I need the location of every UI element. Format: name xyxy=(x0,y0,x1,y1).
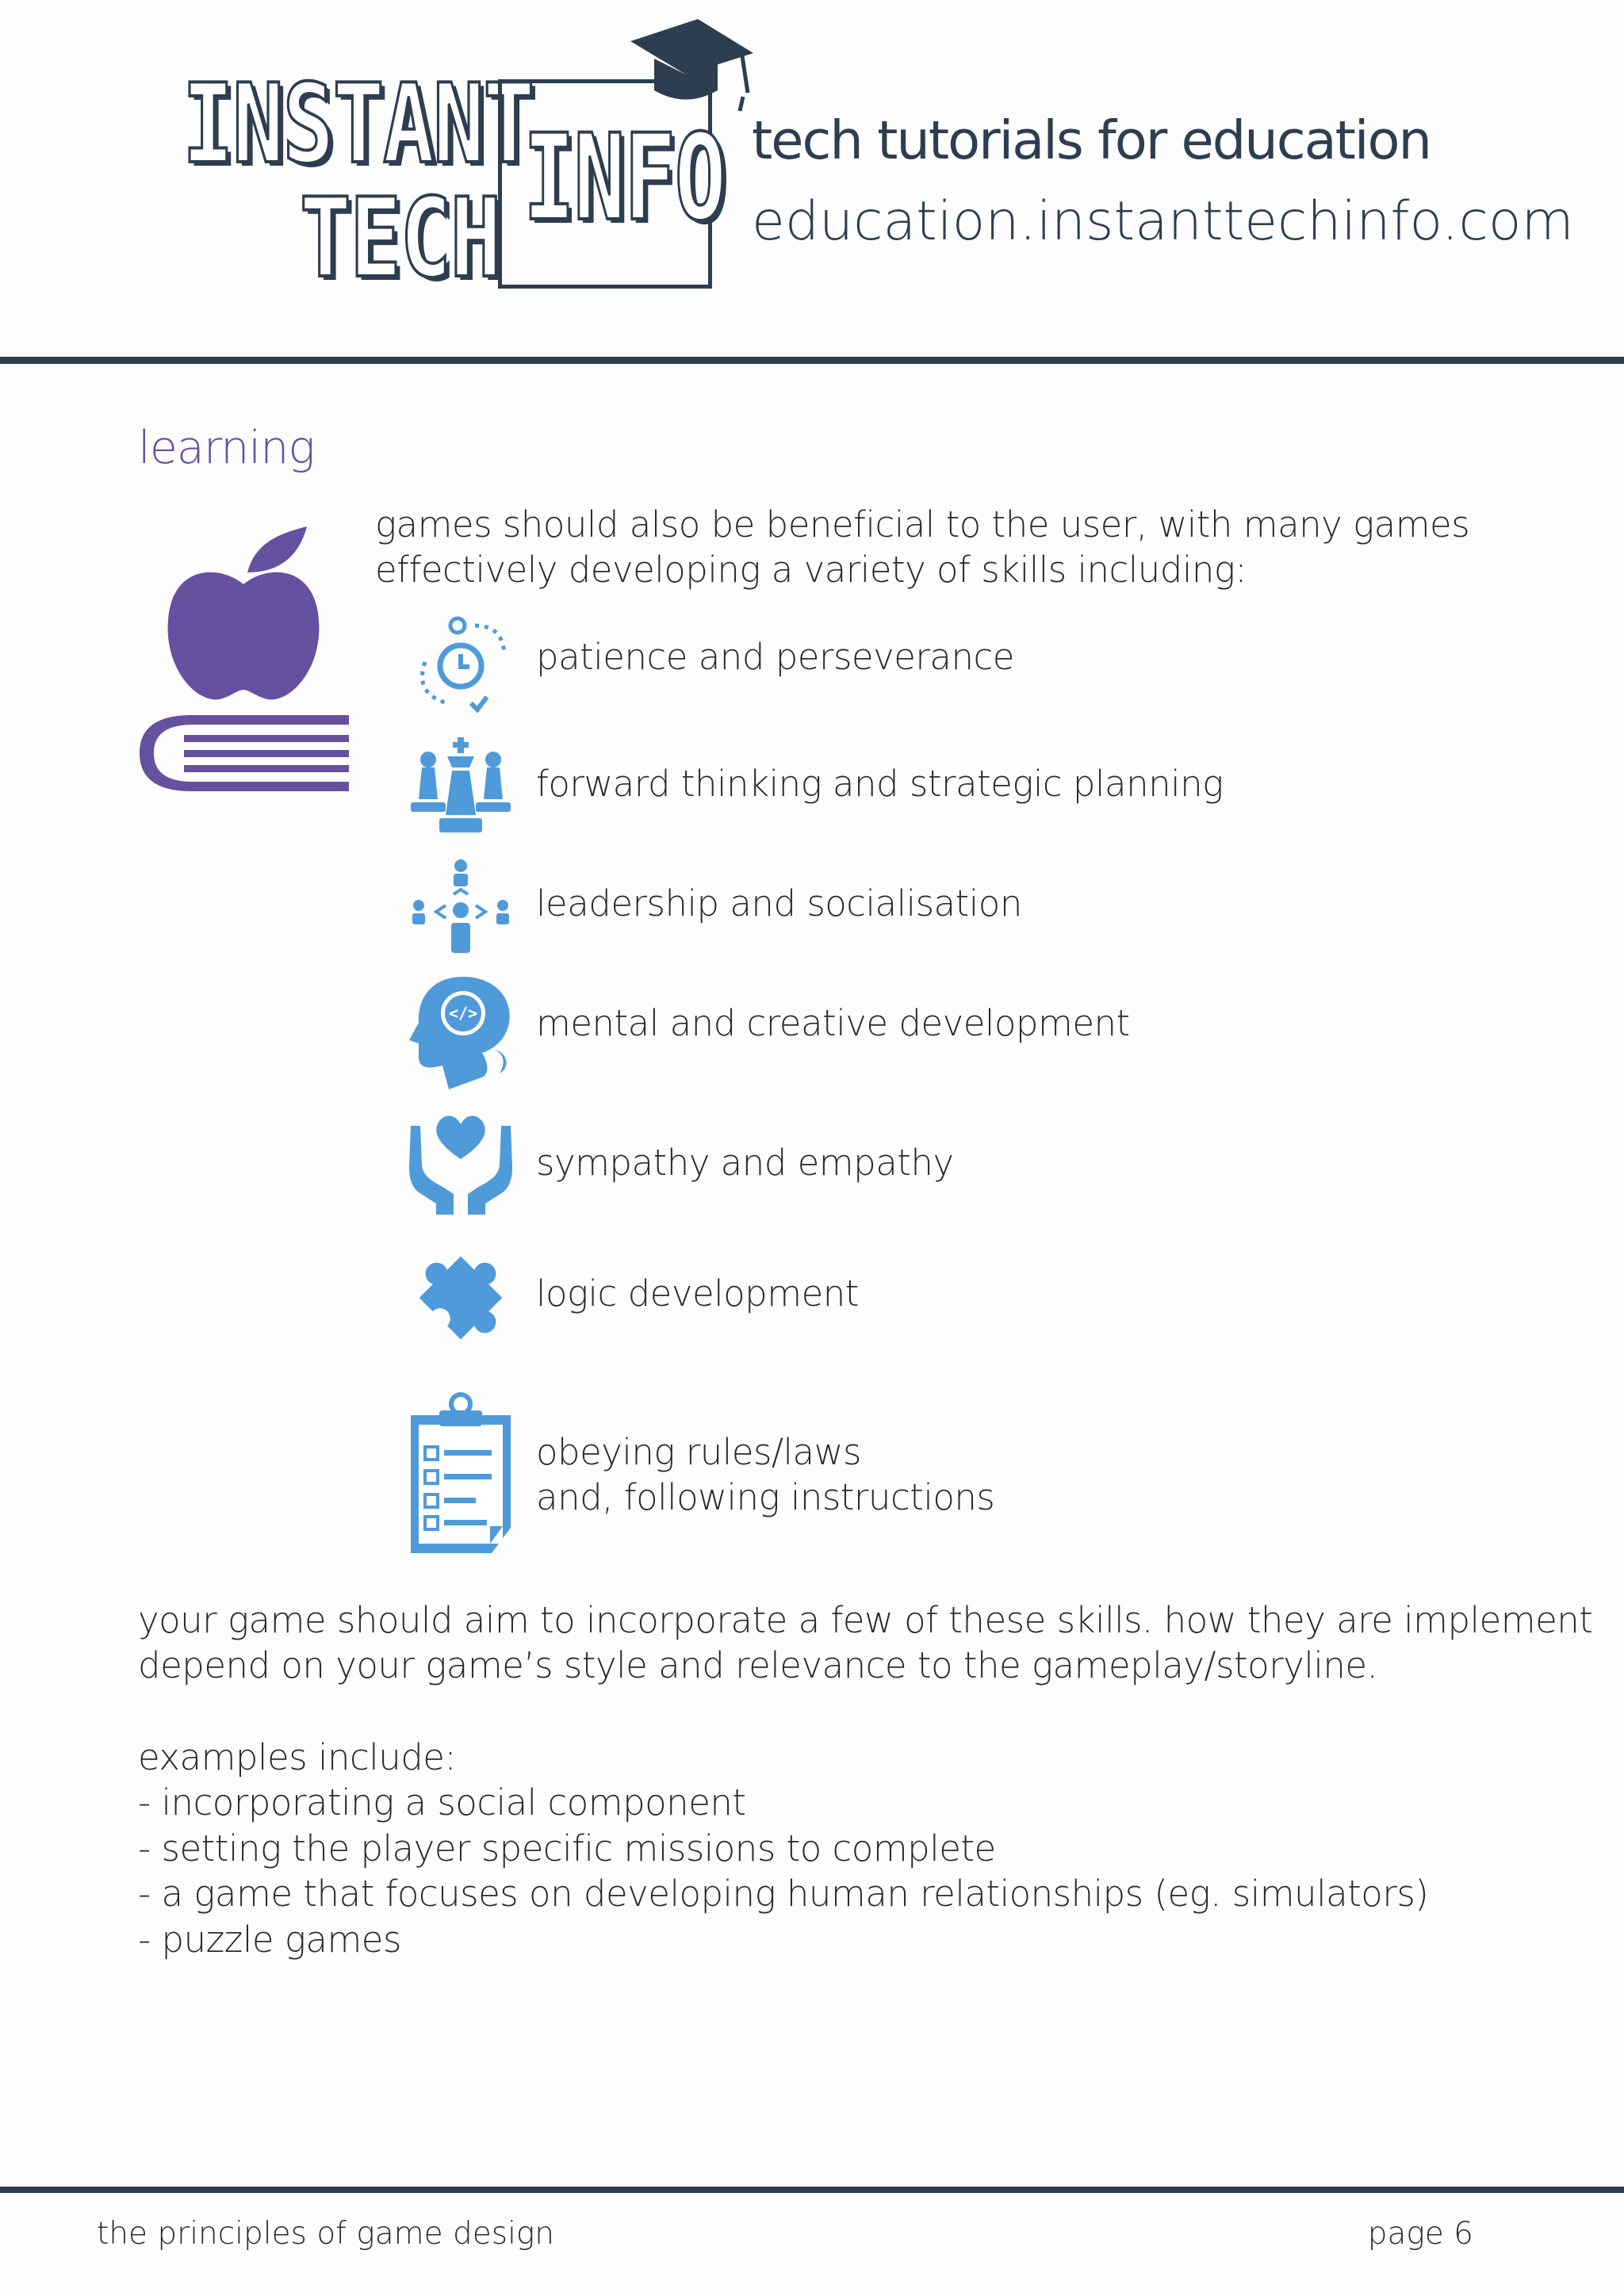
footer-page-number: page 6 xyxy=(1367,2216,1473,2252)
logo-word-instant: INSTANT xyxy=(182,60,534,188)
tagline: tech tutorials for education xyxy=(752,109,1431,171)
intro-text-line-1: games should also be beneficial to the user, with many games xyxy=(375,503,1470,545)
examples-heading: examples include: xyxy=(138,1736,457,1778)
body-paragraph-line-1: your game should aim to incorporate a few of these skills. how they are implement xyxy=(138,1599,1593,1641)
skill-label-logic: logic development xyxy=(536,1272,859,1314)
graduation-cap-icon xyxy=(622,17,757,136)
chess-pieces-icon xyxy=(408,736,514,839)
clipboard-checklist-icon xyxy=(408,1391,514,1558)
skill-label-mental: mental and creative development xyxy=(536,1002,1130,1044)
skill-label-rules-line-1: obeying rules/laws xyxy=(536,1431,861,1473)
header-divider xyxy=(0,357,1624,364)
intro-text-line-2: effectively developing a variety of skills including: xyxy=(375,549,1247,591)
heart-hands-icon xyxy=(408,1110,514,1217)
logo-word-tech: TECH xyxy=(300,174,500,302)
skill-label-leadership: leadership and socialisation xyxy=(536,882,1022,924)
apple-on-book-icon xyxy=(136,509,350,802)
puzzle-piece-icon xyxy=(408,1246,514,1349)
clock-cycle-icon xyxy=(408,614,514,718)
body-paragraph-line-2: depend on your game’s style and relevance to the gameplay/storyline. xyxy=(138,1644,1378,1686)
site-url[interactable]: education.instanttechinfo.com xyxy=(752,190,1574,253)
footer-document-title: the principles of game design xyxy=(97,2216,555,2252)
example-item-3: - a game that focuses on developing human relationships (eg. simulators) xyxy=(138,1873,1429,1915)
example-item-1: - incorporating a social component xyxy=(138,1781,746,1823)
logo-word-info: INFO xyxy=(523,109,726,247)
skill-label-patience: patience and perseverance xyxy=(536,636,1014,678)
svg-text:</>: </> xyxy=(448,1004,478,1023)
footer-divider xyxy=(0,2187,1624,2193)
head-code-icon xyxy=(408,974,514,1093)
section-heading: learning xyxy=(138,422,315,474)
team-network-icon xyxy=(408,856,514,955)
example-item-2: - setting the player specific missions to complete xyxy=(138,1827,996,1869)
skill-label-rules-line-2: and, following instructions xyxy=(536,1476,995,1518)
example-item-4: - puzzle games xyxy=(138,1919,401,1961)
skill-label-empathy: sympathy and empathy xyxy=(536,1142,954,1184)
skill-label-strategic: forward thinking and strategic planning xyxy=(536,763,1224,805)
